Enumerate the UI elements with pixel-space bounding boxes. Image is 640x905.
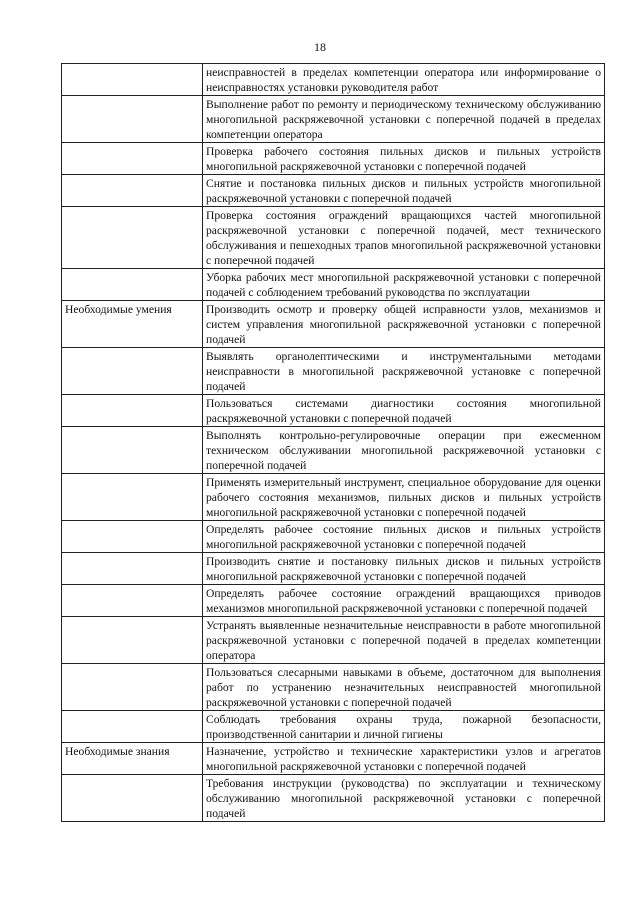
section-label-continued — [62, 175, 203, 207]
requirement-text: Выявлять органолептическими и инструментальными методами неисправности в многопильной раскряжевочной установке с поперечной подачей — [203, 348, 605, 395]
requirement-text: Определять рабочее состояние пильных дисков и пильных устройств многопильной раскряжевочной установки с поперечной подачей — [203, 521, 605, 553]
page-number: 18 — [314, 40, 326, 54]
section-label-continued — [62, 553, 203, 585]
table-row — [62, 617, 605, 664]
requirement-text: Проверка рабочего состояния пильных дисков и пильных устройств многопильной раскряжевочной установки с поперечной подачей — [203, 143, 605, 175]
table-row — [62, 301, 605, 348]
table-row — [62, 664, 605, 711]
table-row — [62, 348, 605, 395]
requirement-text: Устранять выявленные незначительные неисправности в работе многопильной раскряжевочной установки с поперечной подачей в пределах компетенции оператора — [203, 617, 605, 664]
section-label: Необходимые умения — [62, 301, 203, 348]
section-label — [62, 64, 203, 96]
requirement-text: Выполнение работ по ремонту и периодическому техническому обслуживанию многопильной раскряжевочной установки с поперечной подачей в пределах компетенции оператора — [203, 96, 605, 143]
requirement-text: Определять рабочее состояние ограждений вращающихся приводов механизмов многопильной раскряжевочной установки с поперечной подачей — [203, 585, 605, 617]
section-label-continued — [62, 427, 203, 474]
requirement-text: Уборка рабочих мест многопильной раскряжевочной установки с поперечной подачей с соблюдением требований руководства по эксплуатации — [203, 269, 605, 301]
table-row — [62, 553, 605, 585]
section-label-continued — [62, 617, 203, 664]
section-label-continued — [62, 711, 203, 743]
requirement-text: Пользоваться слесарными навыками в объеме, достаточном для выполнения работ по устранению незначительных неисправностей многопильной раскряжевочной установки с поперечной подачей — [203, 664, 605, 711]
section-label-continued — [62, 96, 203, 143]
section-label-continued — [62, 521, 203, 553]
table-row — [62, 207, 605, 269]
section-label-continued — [62, 348, 203, 395]
table-row — [62, 96, 605, 143]
section-label-continued — [62, 143, 203, 175]
table-row — [62, 175, 605, 207]
requirement-text: Производить осмотр и проверку общей исправности узлов, механизмов и систем управления многопильной раскряжевочной установки с поперечной подачей — [203, 301, 605, 348]
section-label-continued — [62, 207, 203, 269]
section-label-continued — [62, 395, 203, 427]
table-body — [62, 64, 605, 822]
section-label-continued — [62, 585, 203, 617]
section-label-continued — [62, 474, 203, 521]
section-label: Необходимые знания — [62, 743, 203, 775]
requirement-text: Выполнять контрольно-регулировочные операции при ежесменном техническом обслуживании многопильной раскряжевочной установки с поперечной подачей — [203, 427, 605, 474]
requirement-text: Пользоваться системами диагностики состояния многопильной раскряжевочной установки с поперечной подачей — [203, 395, 605, 427]
requirement-text: Назначение, устройство и технические характеристики узлов и агрегатов многопильной раскряжевочной установки с поперечной подачей — [203, 743, 605, 775]
table-row — [62, 474, 605, 521]
table-row — [62, 395, 605, 427]
table-row — [62, 775, 605, 822]
requirement-text: неисправностей в пределах компетенции оператора или информирование о неисправностях установки руководителя работ — [203, 64, 605, 96]
section-label-continued — [62, 269, 203, 301]
table-row — [62, 711, 605, 743]
table-row — [62, 585, 605, 617]
table-row — [62, 427, 605, 474]
table-row — [62, 743, 605, 775]
table-row — [62, 521, 605, 553]
requirement-text: Производить снятие и постановку пильных дисков и пильных устройств многопильной раскряжевочной установки с поперечной подачей — [203, 553, 605, 585]
section-label-continued — [62, 775, 203, 822]
table-row — [62, 143, 605, 175]
requirement-text: Проверка состояния ограждений вращающихся частей многопильной раскряжевочной установки с поперечной подачей, мест технического обслуживания и пешеходных трапов многопильной раскряжевочной установки с поперечной подачей — [203, 207, 605, 269]
section-label-continued — [62, 664, 203, 711]
requirement-text: Снятие и постановка пильных дисков и пильных устройств многопильной раскряжевочной установки с поперечной подачей — [203, 175, 605, 207]
table-row — [62, 269, 605, 301]
table-row — [62, 64, 605, 96]
requirement-text: Требования инструкции (руководства) по эксплуатации и техническому обслуживанию многопильной раскряжевочной установки с поперечной подачей — [203, 775, 605, 822]
requirement-text: Соблюдать требования охраны труда, пожарной безопасности, производственной санитарии и личной гигиены — [203, 711, 605, 743]
competency-table — [61, 63, 605, 822]
requirement-text: Применять измерительный инструмент, специальное оборудование для оценки рабочего состояния механизмов, пильных дисков и пильных устройств многопильной раскряжевочной установки с поперечной подачей — [203, 474, 605, 521]
